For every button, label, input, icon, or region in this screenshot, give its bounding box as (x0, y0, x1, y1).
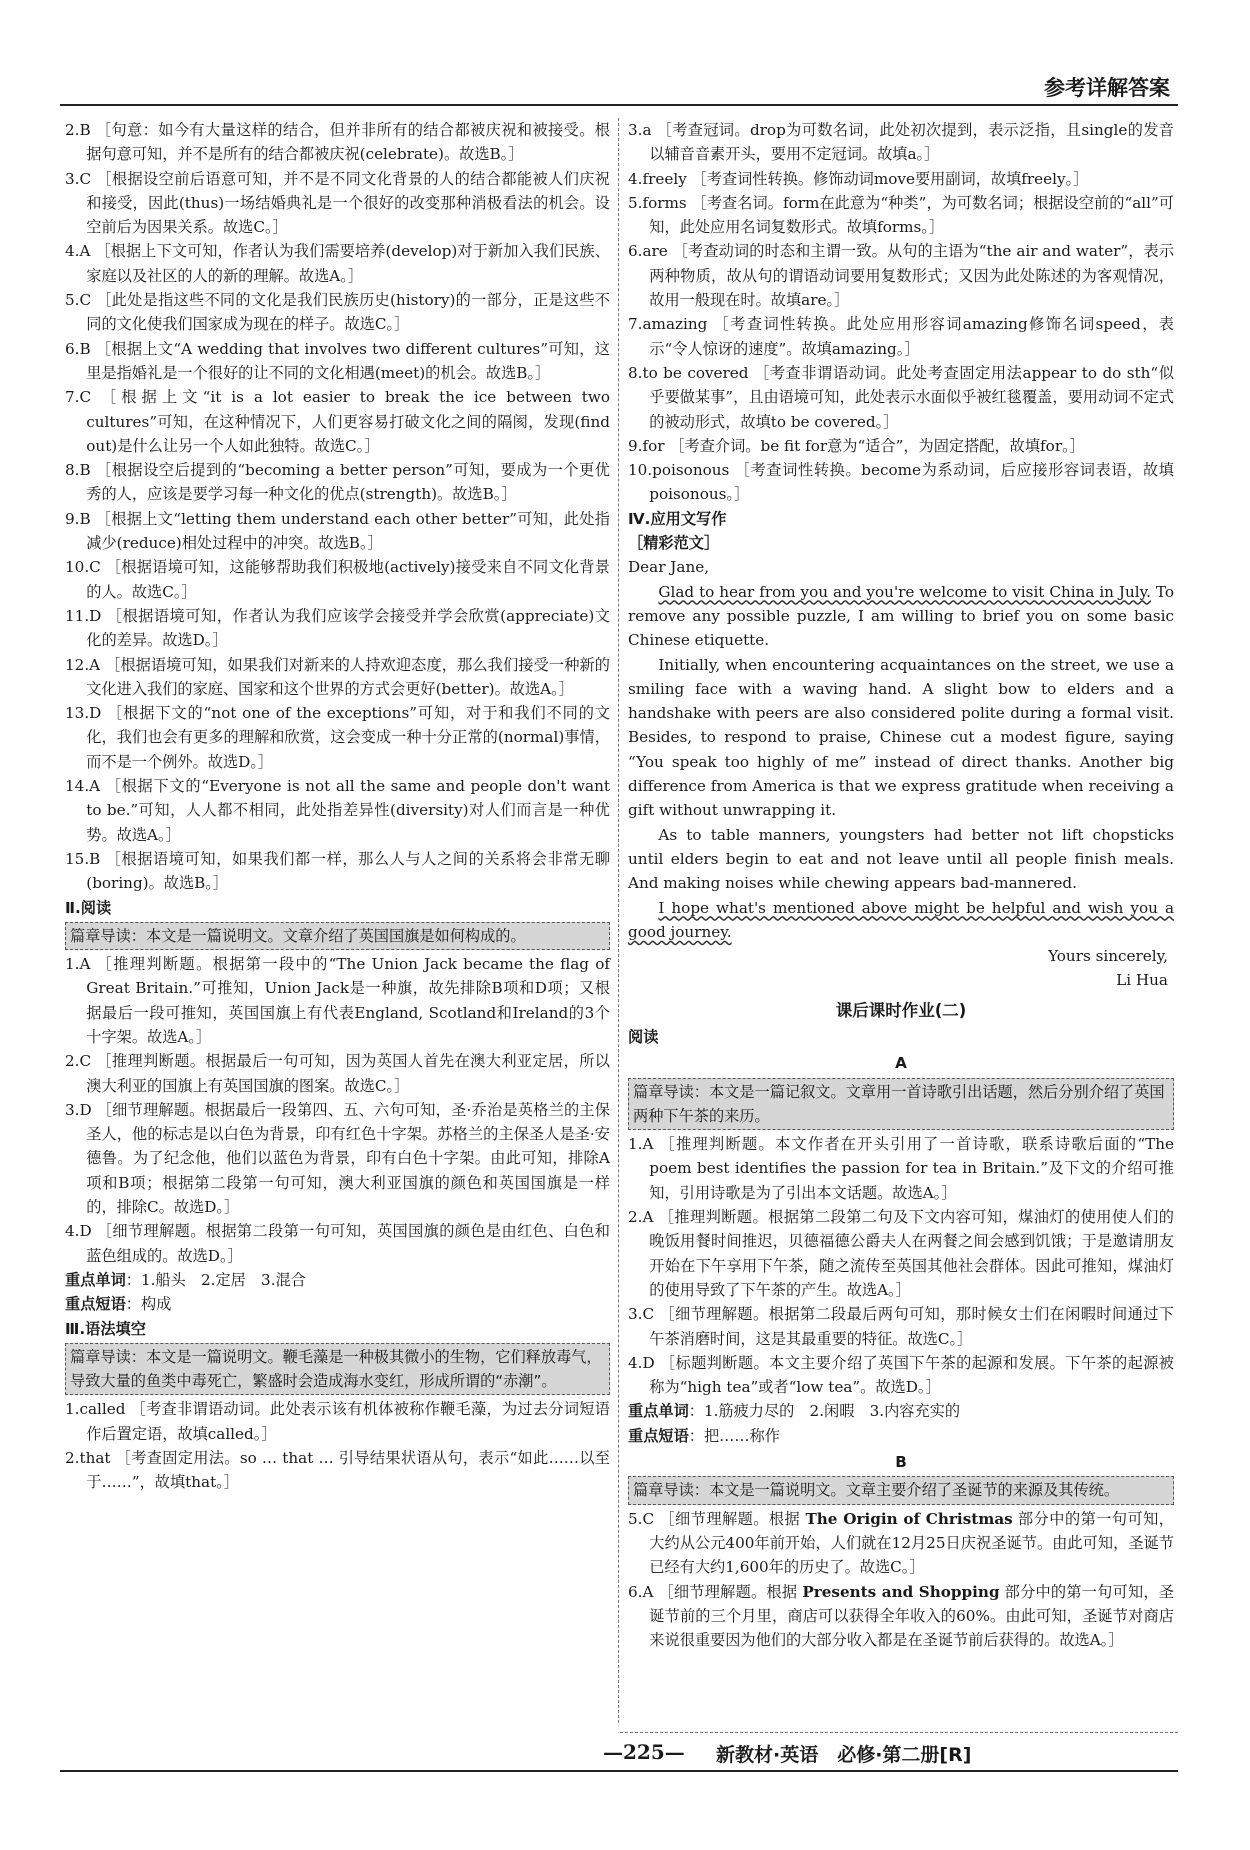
answer-item: 3.C ［细节理解题。根据第二段最后两句可知，那时候女士们在闲暇时间通过下午茶消磨时间，这是其最重要的特征。故选C。］ (628, 1305, 1174, 1348)
answer-item: 3.C ［根据设空前后语意可知，并不是不同文化背景的人的结合都能被人们庆祝和接受，因此(thus)一场结婚典礼是一个很好的改变那种消极看法的机会。设空前后为因果关系。故选C。］ (65, 169, 610, 237)
answer-item: 1.A ［推理判断题。本文作者在开头引用了一首诗歌，联系诗歌后面的“The poem best identifies the passion for tea in Britain.”及下文的介绍可推知，引用诗歌是为了引出本文话题。故选A。］ (628, 1135, 1174, 1202)
essay-paragraph: I hope what's mentioned above might be helpful and wish you a good journey. (628, 898, 1174, 941)
answer-item: 1.A ［推理判断题。根据第一段中的“The Union Jack became the flag of Great Britain.”可推知，Union Jack是一种旗，故先排除B项和D项；又根据最后一段可推知，英国国旗上有代表England, Scotland和Ireland的3个十字架。故选A。］ (65, 955, 610, 1046)
chapter-guide: 篇章导读：本文是一篇说明文。文章主要介绍了圣诞节的来源及其传统。 (628, 1476, 1174, 1504)
answer-item: 10.C ［根据语境可知，这能够帮助我们积极地(actively)接受来自不同文化背景的人。故选C。］ (65, 558, 610, 601)
answer-item: 4.D ［标题判断题。本文主要介绍了英国下午茶的起源和发展。下午茶的起源被称为“high tea”或者“low tea”。故选D。］ (628, 1353, 1174, 1397)
answer-item: 13.D ［根据下文的“not one of the exceptions”可知，对于和我们不同的文化，我们也会有更多的理解和欣赏，这会变成一种十分正常的(normal)事情，而不是一个例外。故选D。］ (65, 704, 610, 771)
answer-item: 重点单词：1.船头 2.定居 3.混合 (65, 1270, 306, 1289)
answer-item: 11.D ［根据语境可知，作者认为我们应该学会接受并学会欣赏(appreciate)文化的差异。故选D。］ (65, 606, 610, 650)
section-heading: Ⅳ.应用文写作 (628, 509, 727, 528)
answer-item: 7.C ［根据上文“it is a lot easier to break the ice between two cultures”可知，在这种情况下，人们更容易打破文化之间的隔阂，发现(find out)是什么让另一个人如此独特。故选C。］ (65, 388, 610, 455)
answer-item: 3.D ［细节理解题。根据最后一段第四、五、六句可知，圣·乔治是英格兰的主保圣人，他的标志是以白色为背景，印有红色十字架。苏格兰的主保圣人是圣·安德鲁。为了纪念他，他们以蓝色为背景，印有白色十字架。由此可知，排除A项和B项；根据第二段第一句可知，澳大利亚国旗的颜色和英国国旗是一样的，排除C。故选D。］ (65, 1100, 610, 1217)
answer-item: 5.forms ［考查名词。form在此意为“种类”，为可数名词；根据设空前的“all”可知，此处应用名词复数形式。故填forms。］ (628, 193, 1174, 237)
passage-label: B (895, 1453, 907, 1472)
section-heading: Ⅱ.阅读 (65, 898, 112, 917)
answer-item: 4.A ［根据上下文可知，作者认为我们需要培养(develop)对于新加入我们民族、家庭以及社区的人的新的理解。故选A。］ (65, 242, 610, 285)
answer-item: 10.poisonous ［考查词性转换。become为系动词，后应接形容词表语，故填poisonous。］ (628, 461, 1174, 504)
chapter-guide: 篇章导读：本文是一篇说明文。文章介绍了英国国旗是如何构成的。 (65, 922, 610, 950)
answer-item: 6.are ［考查动词的时态和主谓一致。从句的主语为“the air and water”，表示两种物质，故从句的谓语动词要用复数形式；又因为此处陈述的为客观情况，故用一般现在时。故填are。］ (628, 242, 1174, 310)
answer-item: 2.B ［句意：如今有大量这样的结合，但并非所有的结合都被庆祝和被接受。根据句意可知，并不是所有的结合都被庆祝(celebrate)。故选B。］ (65, 121, 610, 164)
page-header-title: 参考详解答案 (1044, 76, 1170, 100)
answer-item: 5.C ［细节理解题。根据 The Origin of Christmas 部分中的第一句可知，大约从公元400年前开始，人们就在12月25日庆祝圣诞节。由此可知，圣诞节已经有大约1,600年的历史了。故选C。］ (628, 1509, 1174, 1577)
answer-item: 9.for ［考查介词。be fit for意为“适合”，为固定搭配，故填for。］ (628, 436, 1085, 455)
answer-item: 9.B ［根据上文“letting them understand each other better”可知，此处指减少(reduce)相处过程中的冲突。故选B。］ (65, 509, 610, 553)
signature-line: Li Hua (1116, 971, 1168, 990)
header-rule (60, 104, 1178, 106)
answer-item: 6.A ［细节理解题。根据 Presents and Shopping 部分中的第一句可知，圣诞节前的三个月里，商店可以获得全年收入的60%。由此可知，圣诞节对商店来说很重要因为他们的大部分收入都是在圣诞节前后获得的。故选A。］ (628, 1582, 1175, 1650)
answer-item: 2.that ［考查固定用法。so … that … 引导结果状语从句，表示“如此……以至于……”，故填that。］ (65, 1449, 610, 1492)
answer-item: 8.to be covered ［考查非谓语动词。此处考查固定用法appear to do sth“似乎要做某事”，且由语境可知，此处表示水面似乎被红毯覆盖，要用动词不定式的被动形式，故填to be covered。］ (628, 363, 1174, 431)
answer-item: 5.C ［此处是指这些不同的文化是我们民族历史(history)的一部分，正是这些不同的文化使我们国家成为现在的样子。故选C。］ (65, 291, 610, 334)
section-heading: ［精彩范文］ (628, 534, 720, 553)
section-heading: 阅读 (628, 1027, 659, 1046)
column-divider (618, 118, 619, 1723)
answer-item: 6.B ［根据上文“A wedding that involves two different cultures”可知，这里是指婚礼是一个很好的让不同的文化相遇(meet)的机会。故选B。］ (65, 339, 610, 382)
answer-item: 4.freely ［考查词性转换。修饰动词move要用副词，故填freely。］ (628, 169, 1089, 188)
section-heading: Ⅲ.语法填空 (65, 1319, 146, 1338)
footer-rule (60, 1770, 1178, 1772)
left-column (65, 118, 610, 1495)
essay-paragraph: Glad to hear from you and you're welcome to visit China in July. To remove any possible puzzle, I am willing to brief you on some basic Chinese etiquette. (628, 582, 1175, 650)
page-number: —225— (603, 1740, 685, 1764)
footer-dashed-rule (620, 1732, 1178, 1733)
answer-item: 3.a ［考查冠词。drop为可数名词，此处初次提到，表示泛指，且single的发音以辅音音素开头，要用不定冠词。故填a。］ (628, 121, 1174, 164)
book-series-label: 新教材·英语 必修·第二册[R] (716, 1744, 972, 1766)
passage-label: A (895, 1054, 907, 1073)
chapter-guide: 篇章导读：本文是一篇说明文。鞭毛藻是一种极其微小的生物，它们释放毒气，导致大量的鱼类中毒死亡，繁盛时会造成海水变红，形成所谓的“赤潮”。 (65, 1343, 610, 1396)
answer-item: 1.called ［考查非谓语动词。此处表示该有机体被称作鞭毛藻，为过去分词短语作后置定语，故填called。］ (65, 1400, 610, 1443)
answer-item: 重点短语：把……称作 (628, 1426, 780, 1445)
answer-item: 重点单词：1.筋疲力尽的 2.闲暇 3.内容充实的 (628, 1402, 961, 1421)
answer-item: 14.A ［根据下文的“Everyone is not all the same and people don't want to be.”可知，人人都不相同，此处指差异性(diversity)对人们而言是一种优势。故选A。］ (65, 777, 610, 844)
homework-title: 课后课时作业(二) (835, 1000, 967, 1020)
chapter-guide: 篇章导读：本文是一篇记叙文。文章用一首诗歌引出话题，然后分别介绍了英国两种下午茶的来历。 (628, 1078, 1174, 1131)
signature-line: Yours sincerely, (1048, 947, 1168, 966)
answer-item: 重点短语：构成 (65, 1295, 172, 1314)
answer-item: 15.B ［根据语境可知，如果我们都一样，那么人与人之间的关系将会非常无聊(boring)。故选B。］ (65, 849, 610, 893)
answer-item: 8.B ［根据设空后提到的“becoming a better person”可知，要成为一个更优秀的人，应该是要学习每一种文化的优点(strength)。故选B。］ (65, 461, 610, 504)
answer-item: 7.amazing ［考查词性转换。此处应用形容词amazing修饰名词speed，表示“令人惊讶的速度”。故填amazing。］ (628, 315, 1174, 358)
answer-item: 2.A ［推理判断题。根据第二段第二句及下文内容可知，煤油灯的使用使人们的晚饭用餐时间推迟，贝德福德公爵夫人在两餐之间会感到饥饿；于是邀请朋友开始在下午享用下午茶，随之流传至英国其他社会群体。因此可推知，煤油灯的使用导致了下午茶的产生。故选A。］ (628, 1208, 1174, 1299)
answer-item: 4.D ［细节理解题。根据第二段第一句可知，英国国旗的颜色是由红色、白色和蓝色组成的。故选D。］ (65, 1222, 610, 1265)
answer-item: 2.C ［推理判断题。根据最后一句可知，因为英国人首先在澳大利亚定居，所以澳大利亚的国旗上有英国国旗的图案。故选C。］ (65, 1052, 610, 1095)
answer-item: 12.A ［根据语境可知，如果我们对新来的人持欢迎态度，那么我们接受一种新的文化进入我们的家庭、国家和这个世界的方式会更好(better)。故选A。］ (65, 655, 610, 698)
right-column (628, 118, 1174, 1652)
essay-paragraph: Initially, when encountering acquaintances on the street, we use a smiling face with a waving hand. A slight bow to elders and a handshake with peers are also considered polite during a formal visit. Besides, to respond to praise, Chinese cut a modest figure, saying “You speak too highly of me” instead of direct thanks. Another big difference from America is that we express gratitude when receiving a gift without unwrapping it. (628, 655, 1174, 820)
essay-paragraph: As to table manners, youngsters had better not lift chopsticks until elders begin to eat and not leave until all people finish meals. And making noises while chewing appears bad-mannered. (628, 825, 1174, 893)
answer-item: Dear Jane, (628, 558, 710, 577)
